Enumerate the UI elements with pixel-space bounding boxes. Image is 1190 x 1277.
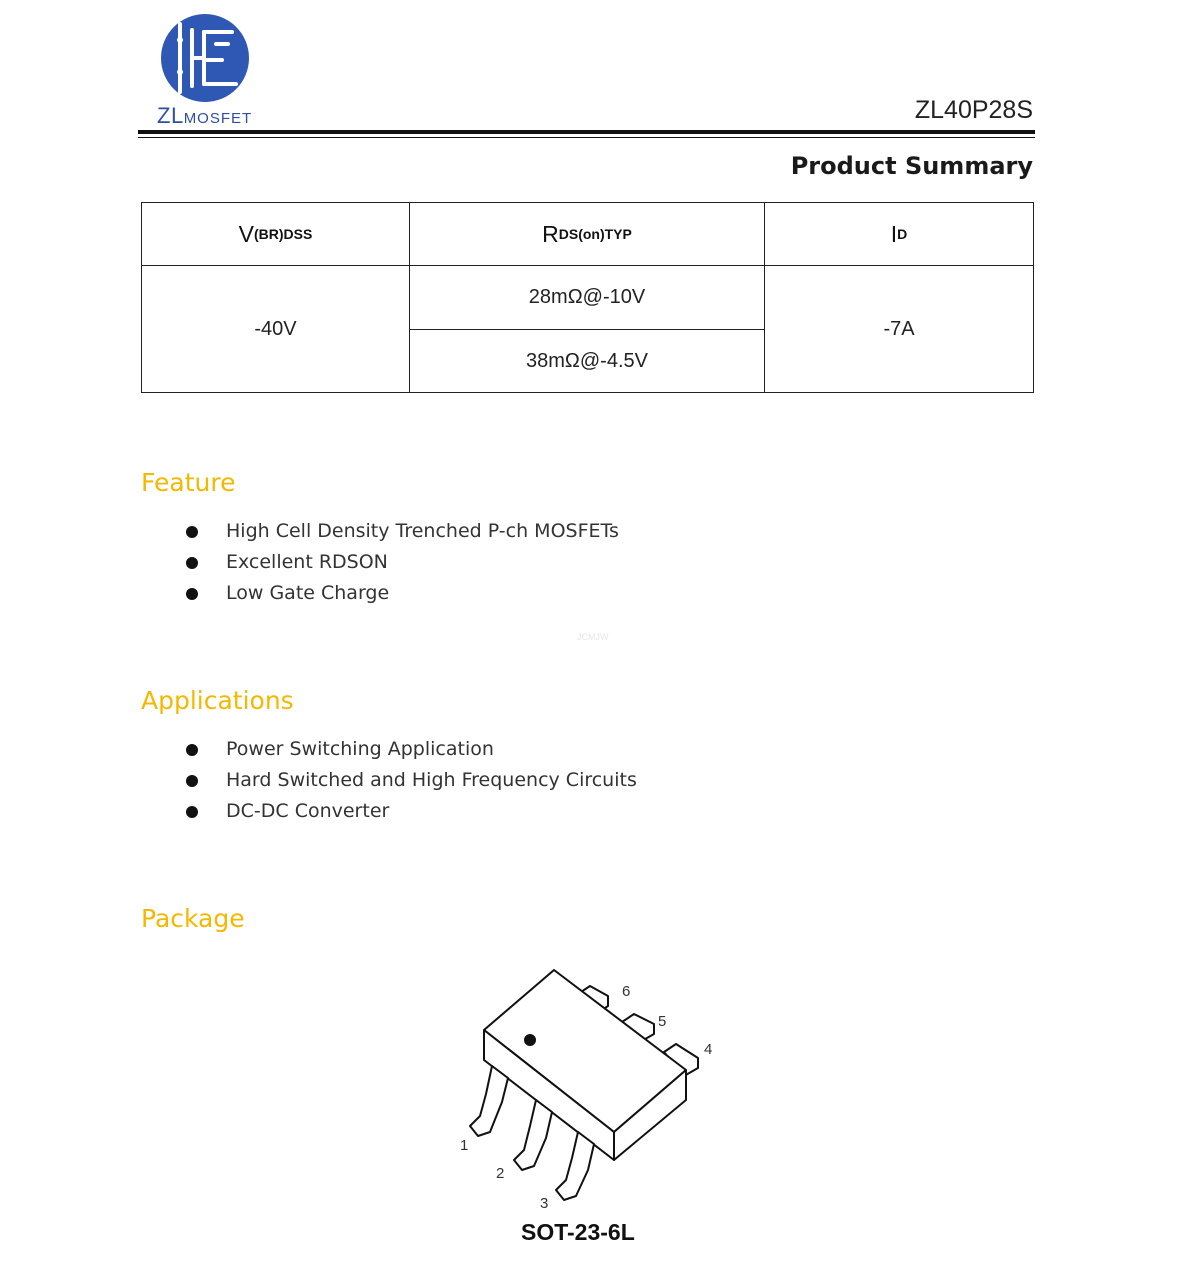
header-rdson-main: R <box>542 220 559 247</box>
product-summary-table <box>141 202 1034 393</box>
pin-label: 6 <box>622 983 631 1000</box>
header-id-sub: D <box>897 226 908 242</box>
pin-label: 4 <box>704 1041 713 1058</box>
bullet-icon <box>186 588 198 600</box>
header-id-main: I <box>890 220 898 247</box>
header-rdson <box>410 203 764 265</box>
part-number: ZL40P28S <box>914 96 1033 124</box>
feature-title: Feature <box>141 468 236 497</box>
bullet-icon <box>186 775 198 787</box>
list-item-text: High Cell Density Trenched P-ch MOSFETs <box>226 520 619 542</box>
sot23-6l-package-drawing <box>450 962 730 1212</box>
header-rule-thin <box>138 137 1035 138</box>
list-item-text: Excellent RDSON <box>226 551 388 573</box>
package-title: Package <box>141 904 245 933</box>
pin-label: 3 <box>540 1195 549 1212</box>
header-vbrdss-main: V <box>238 220 254 247</box>
logo-text <box>157 103 252 129</box>
pin1-indicator-icon <box>524 1034 536 1046</box>
list-item-text: Power Switching Application <box>226 738 494 760</box>
bullet-icon <box>186 744 198 756</box>
list-item-text: Hard Switched and High Frequency Circuits <box>226 769 637 791</box>
watermark: JCMJW <box>577 632 609 642</box>
bullet-icon <box>186 557 198 569</box>
list-item-text: DC-DC Converter <box>226 800 390 822</box>
header-vbrdss <box>142 203 409 265</box>
package-label: SOT-23-6L <box>521 1219 635 1245</box>
list-item-text: Low Gate Charge <box>226 582 390 604</box>
applications-title: Applications <box>141 686 294 715</box>
header-id <box>765 203 1033 265</box>
header-rule-thick <box>138 130 1035 134</box>
value-vbrdss: -40V <box>254 317 297 340</box>
pin-label: 1 <box>460 1137 469 1154</box>
product-summary-title: Product Summary <box>790 152 1033 180</box>
pin-label: 2 <box>496 1165 505 1182</box>
value-id: -7A <box>883 317 915 340</box>
header-rdson-sub: DS(on)TYP <box>558 226 632 242</box>
value-rdson-4v5: 38mΩ@-4.5V <box>526 349 648 372</box>
bullet-icon <box>186 526 198 538</box>
pin-label: 5 <box>658 1013 667 1030</box>
logo-text-small: MOSFET <box>183 110 253 127</box>
value-rdson-10v: 28mΩ@-10V <box>528 286 646 308</box>
bullet-icon <box>186 806 198 818</box>
header-vbrdss-sub: (BR)DSS <box>254 226 313 242</box>
logo-text-big: ZL <box>157 103 184 128</box>
